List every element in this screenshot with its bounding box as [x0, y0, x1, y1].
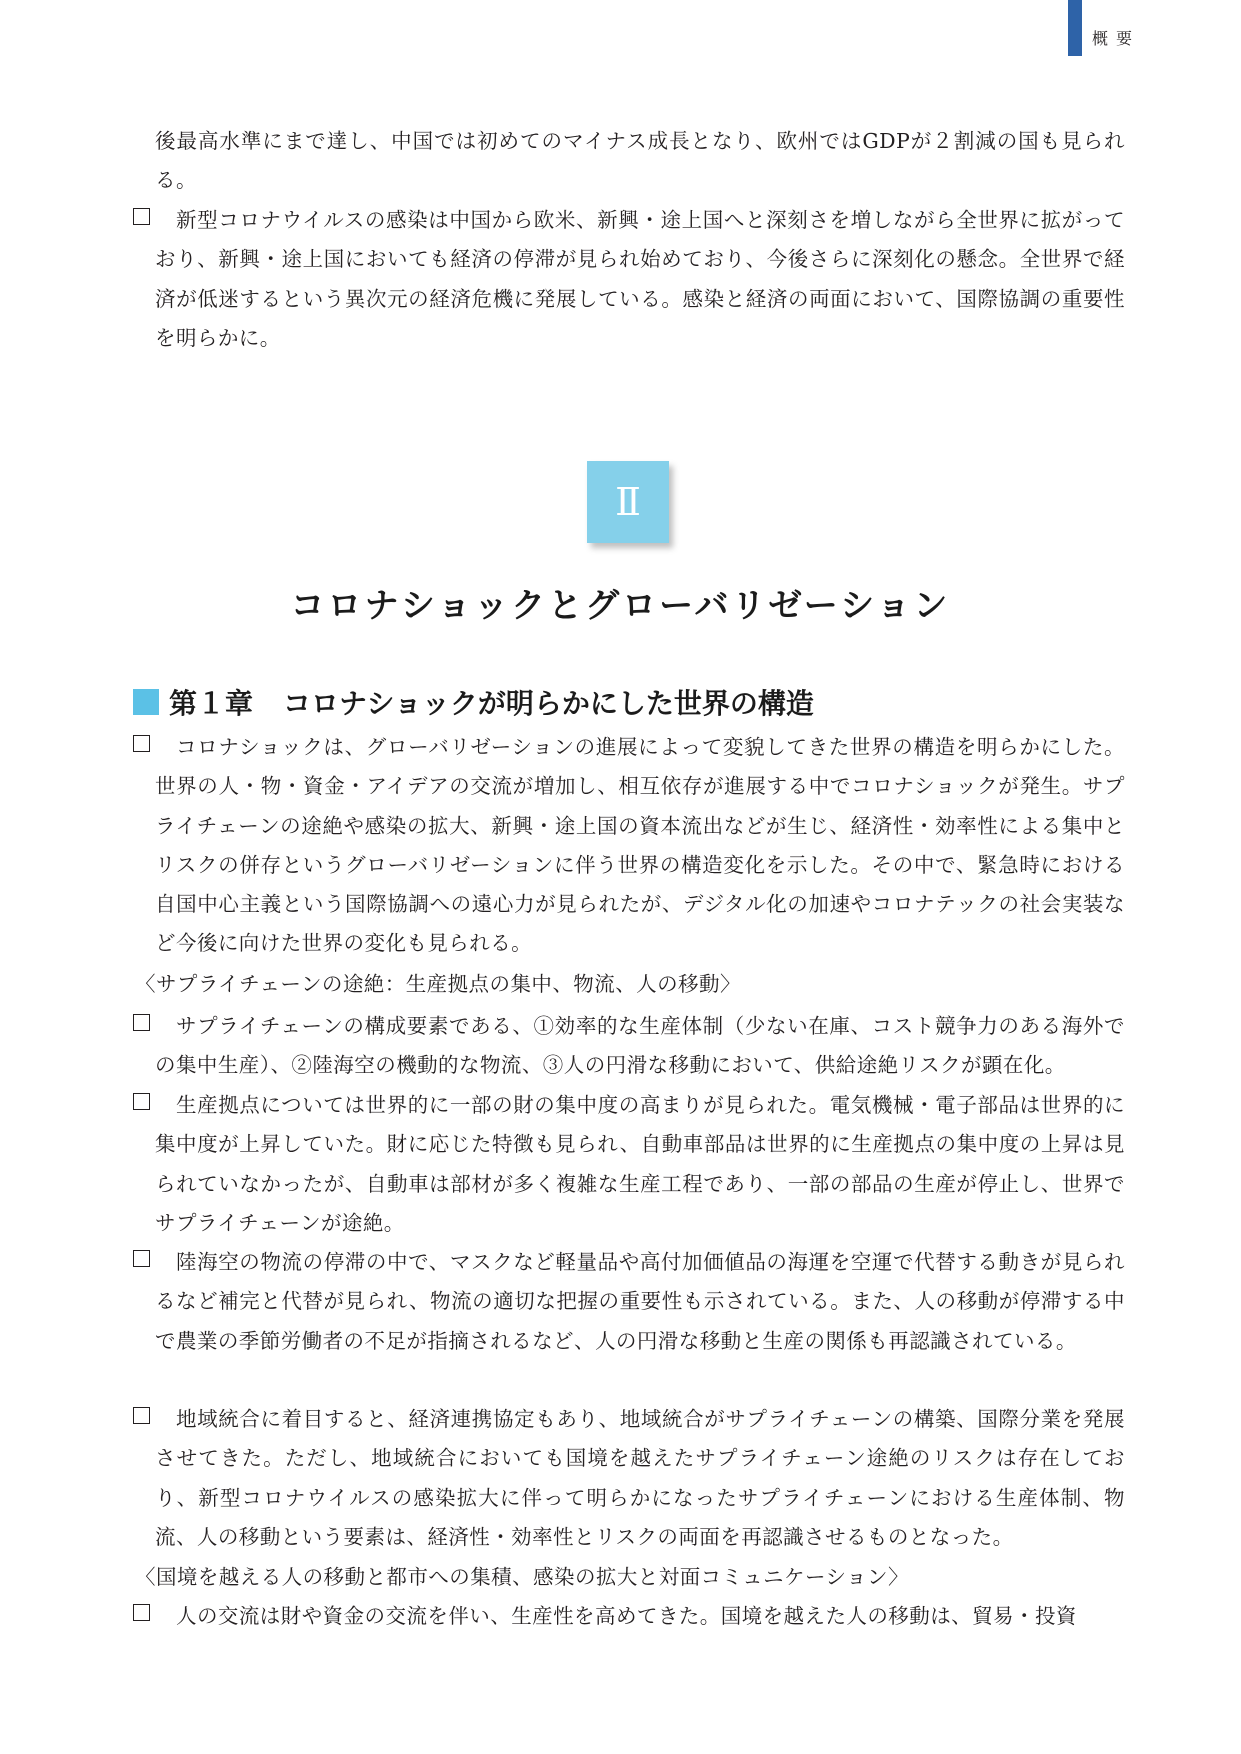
checkbox-bullet-icon [133, 1093, 150, 1110]
body-paragraph-2: サプライチェーンの構成要素である、①効率的な生産体制（少ない在庫、コスト競争力のある海外での集中生産）、②陸海空の機動的な物流、③人の円滑な移動において、供給途絶リスクが顕在化。 [133, 1007, 1125, 1086]
body-paragraph-6: 人の交流は財や資金の交流を伴い、生産性を高めてきた。国境を越えた人の移動は、貿易・投資 [133, 1597, 1125, 1636]
checkbox-bullet-icon [133, 1014, 150, 1031]
checkbox-bullet-icon [133, 735, 150, 752]
chapter-number: 第１章 [169, 687, 254, 720]
body-paragraph-5: 地域統合に着目すると、経済連携協定もあり、地域統合がサプライチェーンの構築、国際分業を発展させてきた。ただし、地域統合においても国境を越えたサプライチェーン途絶のリスクは存在しており、新型コロナウイルスの感染拡大に伴って明らかになったサプライチェーンにおける生産体制、物流、人の移動という要素は、経済性・効率性とリスクの両面を再認識させるものとなった。 [133, 1400, 1125, 1557]
part-numeral: Ⅱ [587, 461, 669, 543]
square-marker-icon [133, 689, 159, 715]
intro-continuation: 後最高水準にまで達し、中国では初めてのマイナス成長となり、欧州ではGDPが２割減の国も見られる。 [155, 129, 1125, 193]
subheading-supply-chain: 〈サプライチェーンの途絶：生産拠点の集中、物流、人の移動〉 [135, 972, 741, 996]
body-paragraph-1: コロナショックは、グローバリゼーションの進展によって変貌してきた世界の構造を明らかにした。世界の人・物・資金・アイデアの交流が増加し、相互依存が進展する中でコロナショックが発生。サプライチェーンの途絶や感染の拡大、新興・途上国の資本流出などが生じ、経済性・効率性による集中とリスクの併存というグローバリゼーションに伴う世界の構造変化を示した。その中で、緊急時における自国中心主義という国際協調への遠心力が見られたが、デジタル化の加速やコロナテックの社会実装など今後に向けた世界の変化も見られる。 [133, 728, 1125, 964]
body-paragraph-4: 陸海空の物流の停滞の中で、マスクなど軽量品や高付加価値品の海運を空運で代替する動きが見られるなど補完と代替が見られ、物流の適切な把握の重要性も示されている。また、人の移動が停滞する中で農業の季節労働者の不足が指摘されるなど、人の円滑な移動と生産の関係も再認識されている。 [133, 1243, 1125, 1361]
body-paragraph-3: 生産拠点については世界的に一部の財の集中度の高まりが見られた。電気機械・電子部品は世界的に集中度が上昇していた。財に応じた特徴も見られ、自動車部品は世界的に生産拠点の集中度の上昇は見られていなかったが、自動車は部材が多く複雑な生産工程であり、一部の部品の生産が停止し、世界でサプライチェーンが途絶。 [133, 1086, 1125, 1243]
chapter-heading [133, 682, 814, 722]
part-title: コロナショックとグローバリゼーション [290, 586, 951, 626]
chapter-title: コロナショックが明らかにした世界の構造 [283, 687, 814, 720]
checkbox-bullet-icon [133, 1407, 150, 1424]
header-tab-marker [1068, 0, 1082, 56]
running-header: 概要 [1092, 29, 1141, 48]
checkbox-bullet-icon [133, 1250, 150, 1267]
checkbox-bullet-icon [133, 208, 150, 225]
subheading-people-movement: 〈国境を越える人の移動と都市への集積、感染の拡大と対面コミュニケーション〉 [135, 1565, 909, 1589]
checkbox-bullet-icon [133, 1604, 150, 1621]
intro-bullet: 新型コロナウイルスの感染は中国から欧米、新興・途上国へと深刻さを増しながら全世界に拡がっており、新興・途上国においても経済の停滞が見られ始めており、今後さらに深刻化の懸念。全世界で経済が低迷するという異次元の経済危機に発展している。感染と経済の両面において、国際協調の重要性を明らかに。 [133, 201, 1125, 358]
